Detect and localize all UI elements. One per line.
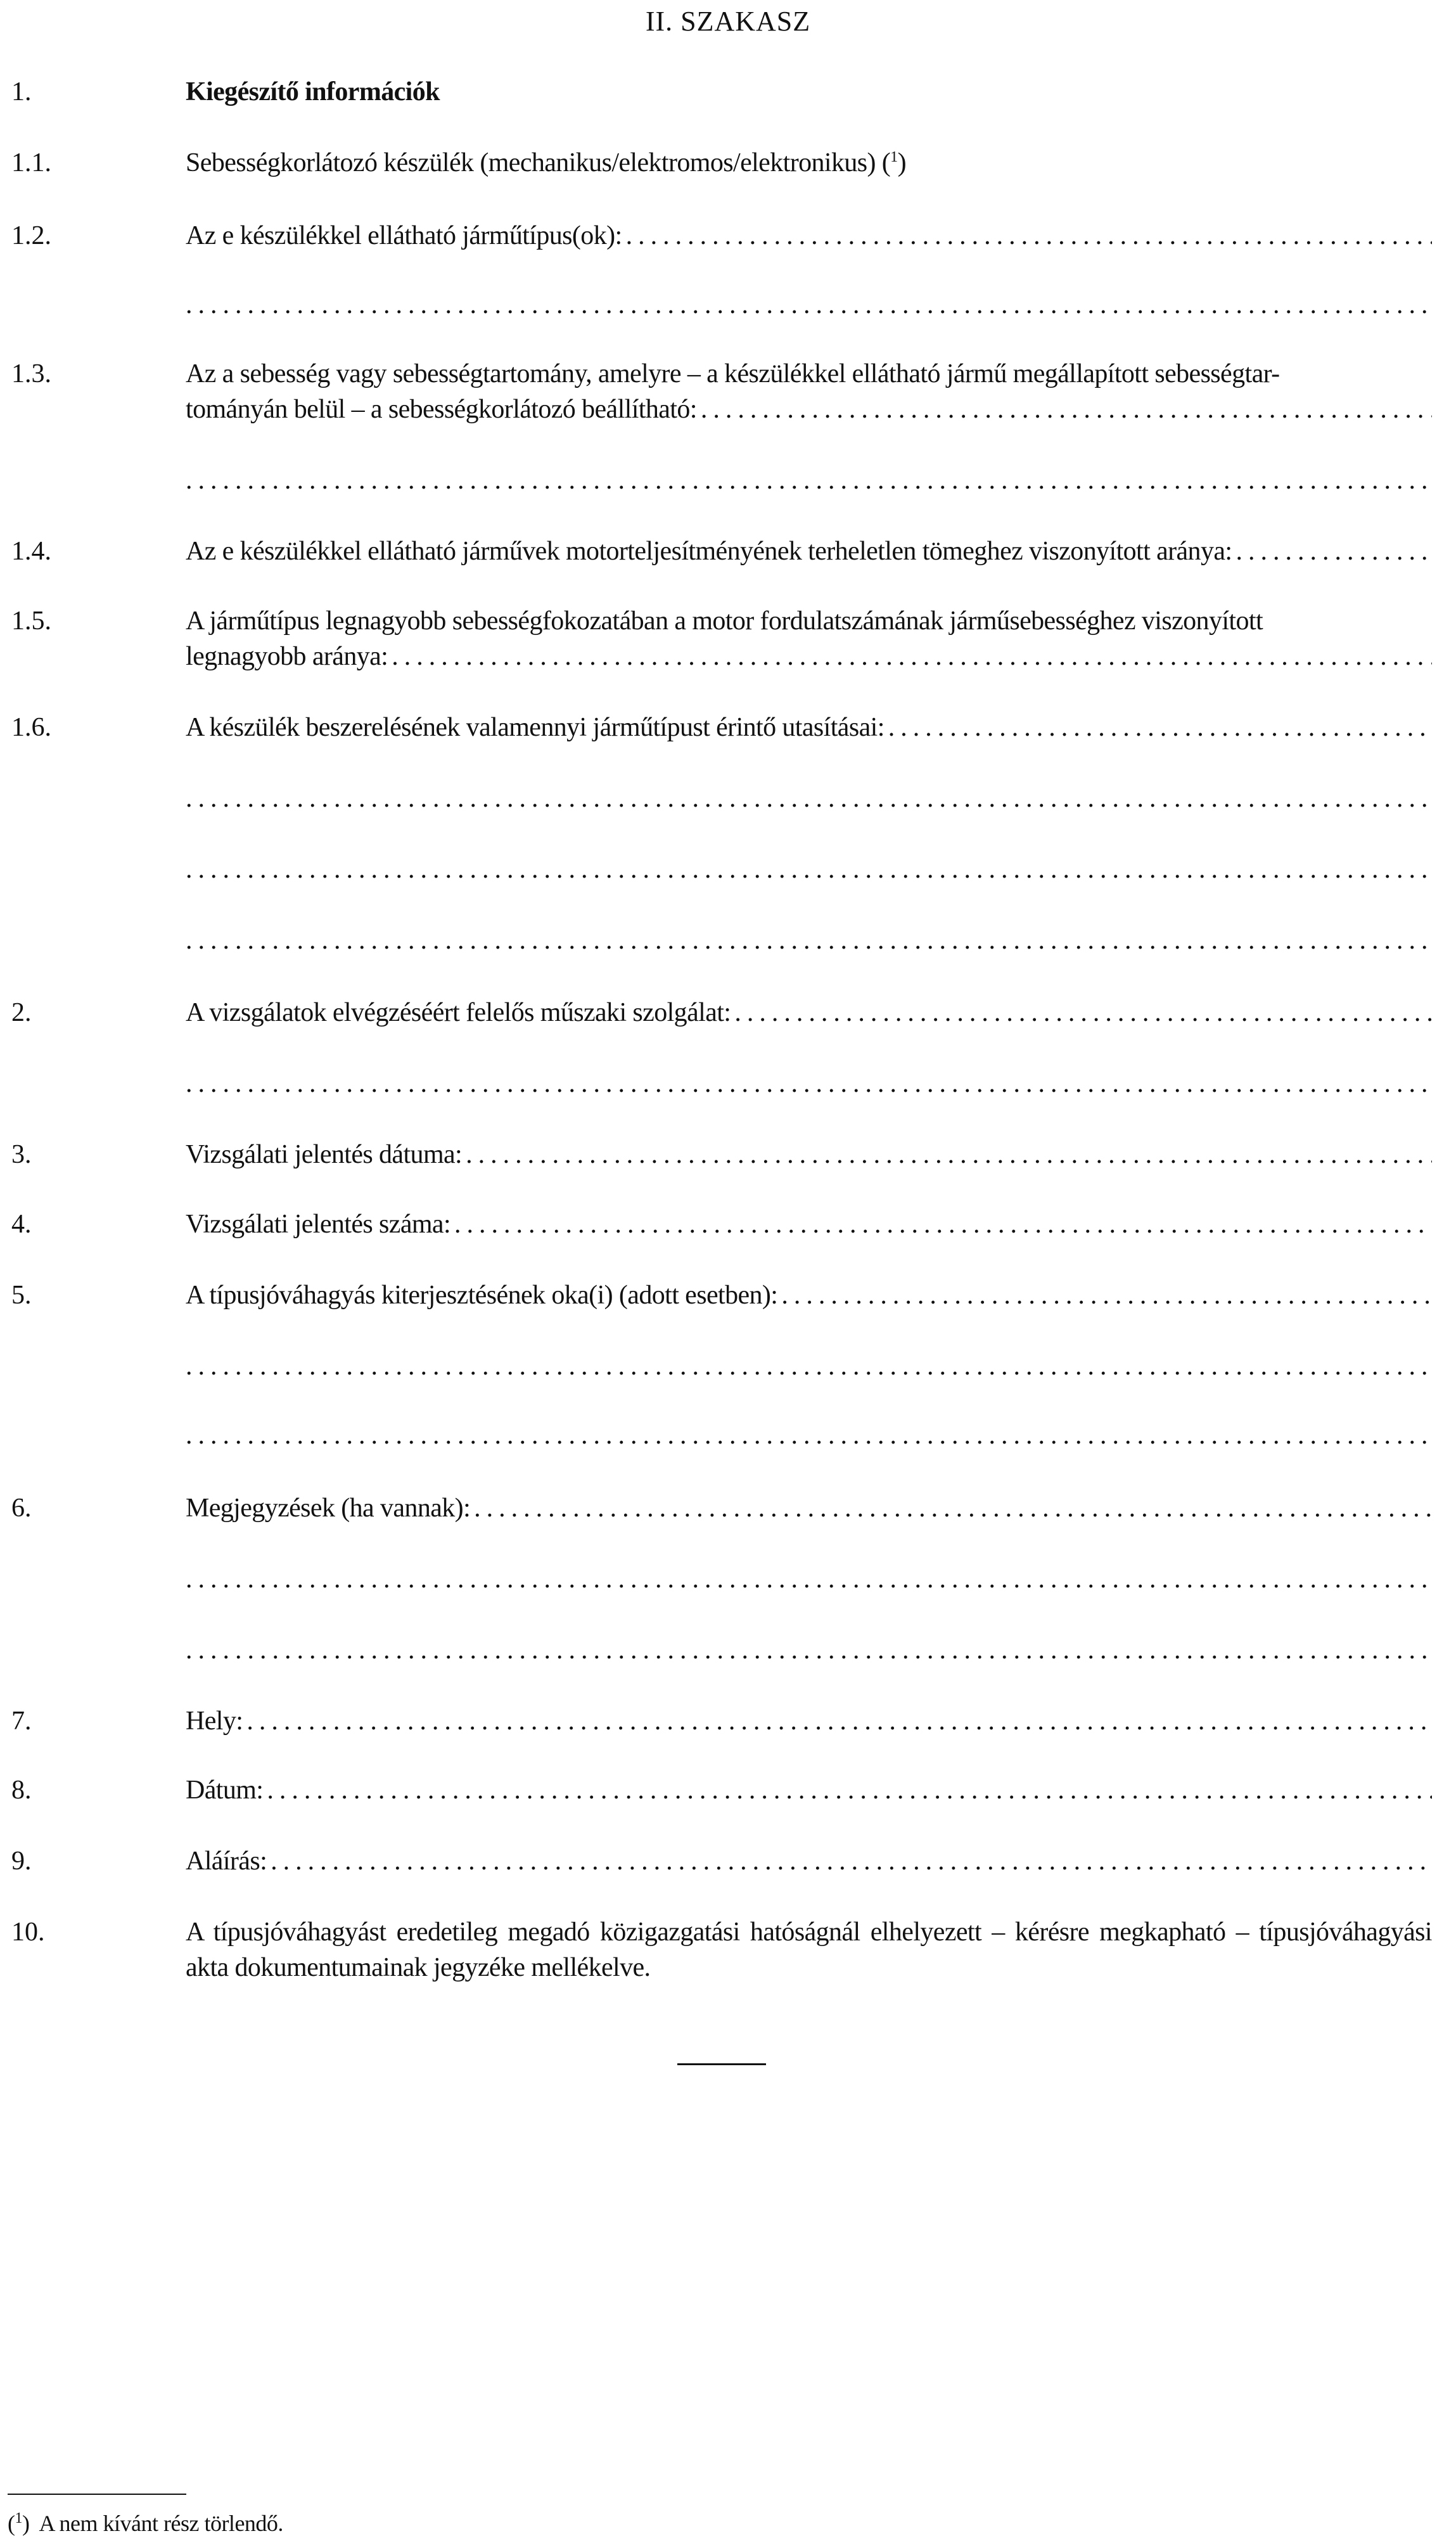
fill-in-field[interactable] [888, 710, 1432, 745]
item-number: 10. [11, 1918, 45, 1947]
fill-in-field[interactable] [186, 852, 1432, 887]
item-place [186, 1703, 1432, 1739]
item-text: Az e készülékkel ellátható járműtípus(ok): [186, 221, 622, 250]
footnote-ref[interactable]: 1 [890, 149, 898, 165]
fill-in-field[interactable] [466, 1137, 1432, 1172]
item-installation-instructions [186, 710, 1432, 745]
fill-in-field[interactable] [734, 995, 1432, 1030]
item-speed-range-line1: Az a sebesség vagy sebességtartomány, amelyre – a készülékkel ellátható jármű megállapított sebességtar- [186, 359, 1280, 388]
footnote-rule [8, 2494, 186, 2495]
fill-in-line[interactable] [186, 1561, 1432, 1597]
fill-in-field[interactable] [186, 1632, 1432, 1668]
item-number: 7. [11, 1707, 32, 1736]
item-number: 1. [11, 77, 32, 106]
item-vehicle-types [186, 218, 1432, 253]
fill-in-field[interactable] [392, 639, 1432, 674]
heading-additional-info [186, 74, 1432, 110]
item-text: Vizsgálati jelentés dátuma: [186, 1140, 463, 1169]
fill-in-field[interactable] [267, 1772, 1432, 1808]
item-number: 1.2. [11, 221, 51, 250]
item-number: 5. [11, 1281, 32, 1310]
fill-in-field[interactable] [186, 1066, 1432, 1101]
item-number: 1.4. [11, 537, 51, 566]
footnote-number: 1 [15, 2510, 22, 2527]
heading-text: Kiegészítő információk [186, 77, 440, 106]
item-number: 8. [11, 1776, 32, 1805]
item-number: 9. [11, 1847, 32, 1876]
item-documents-list: A típusjóváhagyást eredetileg megadó közigazgatási hatóságnál elhelyezett – kérésre megkapható – típusjóváhagyási akta dokumentumainak jegyzéke mellékelve. [186, 1918, 1432, 1982]
item-report-number [186, 1207, 1432, 1242]
item-number: 1.1. [11, 148, 51, 177]
item-report-date [186, 1137, 1432, 1172]
fill-in-field[interactable] [186, 1348, 1432, 1384]
fill-in-field[interactable] [626, 218, 1432, 253]
item-engine-speed-ratio-line1: A járműtípus legnagyobb sebességfokozatában a motor fordulatszámának járműsebességhez viszonyított [186, 606, 1263, 636]
fill-in-line[interactable] [186, 287, 1432, 323]
fill-in-line[interactable] [186, 463, 1432, 498]
item-engine-speed-ratio-line2 [186, 639, 1432, 674]
item-text: legnagyobb aránya: [186, 642, 388, 671]
item-text: Sebességkorlátozó készülék (mechanikus/elektromos/elektronikus) ( [186, 148, 891, 177]
item-text: Dátum: [186, 1776, 264, 1805]
fill-in-field[interactable] [246, 1703, 1432, 1739]
item-text: A típusjóváhagyás kiterjesztésének oka(i) (adott esetben): [186, 1281, 778, 1310]
fill-in-field[interactable] [701, 392, 1432, 427]
item-number: 1.5. [11, 606, 51, 636]
footnote-text: A nem kívánt rész törlendő. [39, 2511, 283, 2536]
end-separator [677, 2063, 766, 2065]
fill-in-line[interactable] [186, 1066, 1432, 1101]
item-number: 1.6. [11, 713, 51, 742]
item-text: Az e készülékkel ellátható járművek motorteljesítményének terheletlen tömeghez viszonyított aránya: [186, 537, 1232, 566]
fill-in-line[interactable] [186, 781, 1432, 816]
item-number: 1.3. [11, 359, 51, 388]
item-power-mass-ratio [186, 534, 1432, 569]
fill-in-field[interactable] [271, 1843, 1432, 1879]
item-date [186, 1772, 1432, 1808]
item-speed-range-line2 [186, 392, 1432, 427]
item-speed-limiter-type: Sebességkorlátozó készülék (mechanikus/elektromos/elektronikus) ($^1$) [186, 148, 906, 177]
item-text: Hely: [186, 1707, 243, 1736]
fill-in-field[interactable] [186, 781, 1432, 816]
item-number: 4. [11, 1210, 32, 1239]
item-text: Aláírás: [186, 1847, 267, 1876]
fill-in-field[interactable] [186, 923, 1432, 958]
fill-in-line[interactable] [186, 923, 1432, 958]
item-text: Megjegyzések (ha vannak): [186, 1494, 471, 1523]
fill-in-field[interactable] [186, 287, 1432, 323]
item-text: A vizsgálatok elvégzéséért felelős műszaki szolgálat: [186, 998, 731, 1027]
item-text: tományán belül – a sebességkorlátozó beállítható: [186, 395, 697, 424]
fill-in-field[interactable] [186, 1418, 1432, 1453]
fill-in-field[interactable] [781, 1278, 1432, 1313]
footnote: ($^1$) A nem kívánt rész törlendő. [8, 2510, 283, 2536]
item-signature [186, 1843, 1432, 1879]
item-number: 2. [11, 998, 32, 1027]
fill-in-field[interactable] [474, 1490, 1432, 1526]
fill-in-field[interactable] [186, 463, 1432, 498]
fill-in-line[interactable] [186, 852, 1432, 887]
item-extension-reasons [186, 1278, 1432, 1313]
item-technical-service [186, 995, 1432, 1030]
fill-in-field[interactable] [186, 1561, 1432, 1597]
item-text: A készülék beszerelésének valamennyi járműtípust érintő utasításai: [186, 713, 884, 742]
fill-in-field[interactable] [454, 1207, 1432, 1242]
section-title: II. SZAKASZ [645, 6, 811, 37]
item-number: 6. [11, 1494, 32, 1523]
fill-in-line[interactable] [186, 1418, 1432, 1453]
fill-in-field[interactable] [1236, 534, 1432, 569]
item-text: Vizsgálati jelentés száma: [186, 1210, 451, 1239]
fill-in-line[interactable] [186, 1632, 1432, 1668]
item-number: 3. [11, 1140, 32, 1169]
fill-in-line[interactable] [186, 1348, 1432, 1384]
item-remarks [186, 1490, 1432, 1526]
